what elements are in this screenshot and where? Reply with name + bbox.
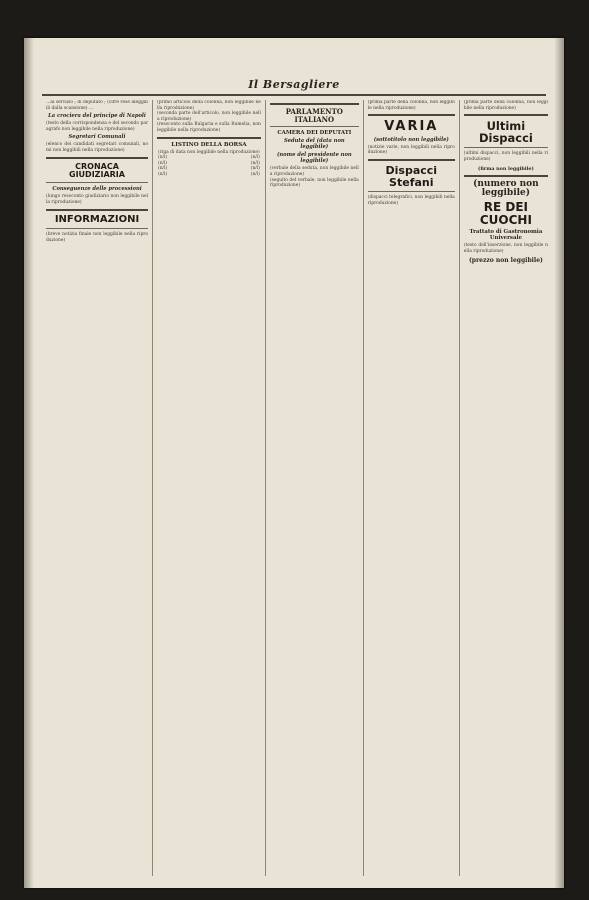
col3-text-1: (verbale della seduta, non leggibile nella riproduzione) (269, 166, 359, 177)
col1-text-5: (breve notizia finale non leggibile nella riproduzione) (46, 232, 148, 243)
col1-text-2: (testo della corrispondenza e del secondo paragrafo non leggibile nella riproduzione) (46, 121, 148, 132)
ad-text: (testo dell'inserzione, non leggibile nella riproduzione) (463, 243, 549, 255)
columns-container (42, 100, 552, 876)
table-row: (n/l) (n/l) (158, 155, 260, 161)
col5-heading-ultimi-dispacci: Ultimi Dispacci (478, 119, 533, 146)
ad-title-re-dei-cuochi: RE DEI CUOCHI (479, 200, 532, 227)
col4-text-1: (prima parte della colonna, non leggibile nella riproduzione) (367, 100, 455, 111)
column-5 (460, 100, 552, 876)
col3-divider-1 (270, 126, 359, 127)
col4-heading-varia: VARIA (384, 119, 439, 135)
page-edge-shadow-left (24, 38, 34, 888)
col4-heading-dispacci: Dispacci Stefani (385, 164, 438, 189)
col2-divider-1 (157, 137, 261, 139)
col1-heading-conseguenze: Conseguenze delle processioni (52, 186, 142, 193)
col5-divider-3 (464, 175, 548, 177)
masthead-rule (42, 94, 546, 96)
col2-text-3: (resoconto sulla Bulgaria e sulla Rumelia, non leggibile nella riproduzione) (157, 122, 263, 133)
col1-heading-cronaca: CRONACA GIUDIZIARIA (69, 161, 125, 179)
col1-heading-informazioni: INFORMAZIONI (54, 213, 140, 225)
col1-text-4: (lungo resoconto giudiziario non leggibile nella riproduzione) (46, 194, 148, 205)
col1-divider-1 (46, 157, 148, 159)
col3-heading-parlamento: PARLAMENTO ITALIANO (285, 107, 343, 124)
col3-seduta: Seduta del (data non leggibile) (283, 138, 345, 151)
col4-text-2: (notizie varie, non leggibili nella riproduzione) (367, 144, 455, 156)
col1-heading-segretari: Segretari Comunali (68, 134, 126, 141)
col4-divider-1 (368, 114, 455, 116)
col5-text-2: (ultimi dispacci, non leggibili nella riproduzione) (463, 151, 549, 162)
column-3 (266, 100, 364, 876)
col5-divider-1 (464, 114, 548, 116)
ad-subtitle: Trattato di Gastronomia Universale (469, 229, 543, 242)
col3-heading-camera: CAMERA DEI DEPUTATI (277, 130, 352, 137)
col1-divider-3 (46, 209, 148, 211)
ad-number: (numero non leggibile) (473, 178, 539, 199)
col4-divider-3 (368, 191, 455, 192)
col3-presidente: (nome del presidente non leggibile) (276, 152, 352, 165)
borsa-table (157, 155, 261, 177)
col1-divider-4 (46, 228, 148, 229)
col1-text-1: …al servizio ; di deputato ; (cifre rese illeggibili dalla scansione) … (46, 100, 148, 111)
col4-divider-2 (368, 159, 455, 161)
col3-text-2: (seguito del verbale, non leggibile nella riproduzione) (269, 177, 361, 189)
col3-divider-top (270, 103, 359, 105)
col5-text-1: (prima parte della colonna, non leggibile nella riproduzione) (463, 100, 549, 111)
newspaper-page (24, 38, 564, 888)
column-4 (364, 100, 460, 876)
ad-price: (prezzo non leggibile) (468, 256, 543, 264)
page-edge-shadow-right (554, 38, 564, 888)
col1-heading-principe: La crociera del principe di Napoli (48, 113, 146, 120)
col4-text-3: (dispacci telegrafici, non leggibili nella riproduzione) (367, 195, 457, 206)
col1-divider-2 (46, 182, 148, 183)
masthead-title: Il Bersagliere (248, 78, 340, 91)
col2-text-1: (primo articolo della colonna, non leggibile nella riproduzione) (157, 100, 261, 111)
col2-text-2: (seconda parte dell'articolo, non leggibile nella riproduzione) (157, 111, 261, 122)
col5-divider-2 (464, 147, 548, 148)
table-row: (n/l) (n/l) (158, 160, 260, 166)
col2-borsa-date: (riga di data non leggibile nella riproduzione) (158, 149, 260, 155)
col5-signature: (firma non leggibile) (478, 165, 534, 172)
column-1 (42, 100, 153, 876)
table-row: (n/l) (n/l) (158, 166, 260, 172)
table-row: (n/l) (n/l) (158, 172, 260, 178)
col4-varia-subtitle: (sottotitolo non leggibile) (373, 136, 449, 143)
col1-text-3: (elenco dei candidati segretari comunali, nomi non leggibili nella riproduzione) (46, 142, 148, 153)
column-2 (153, 100, 266, 876)
col2-heading-listino: LISTINO DELLA BORSA (171, 141, 247, 148)
